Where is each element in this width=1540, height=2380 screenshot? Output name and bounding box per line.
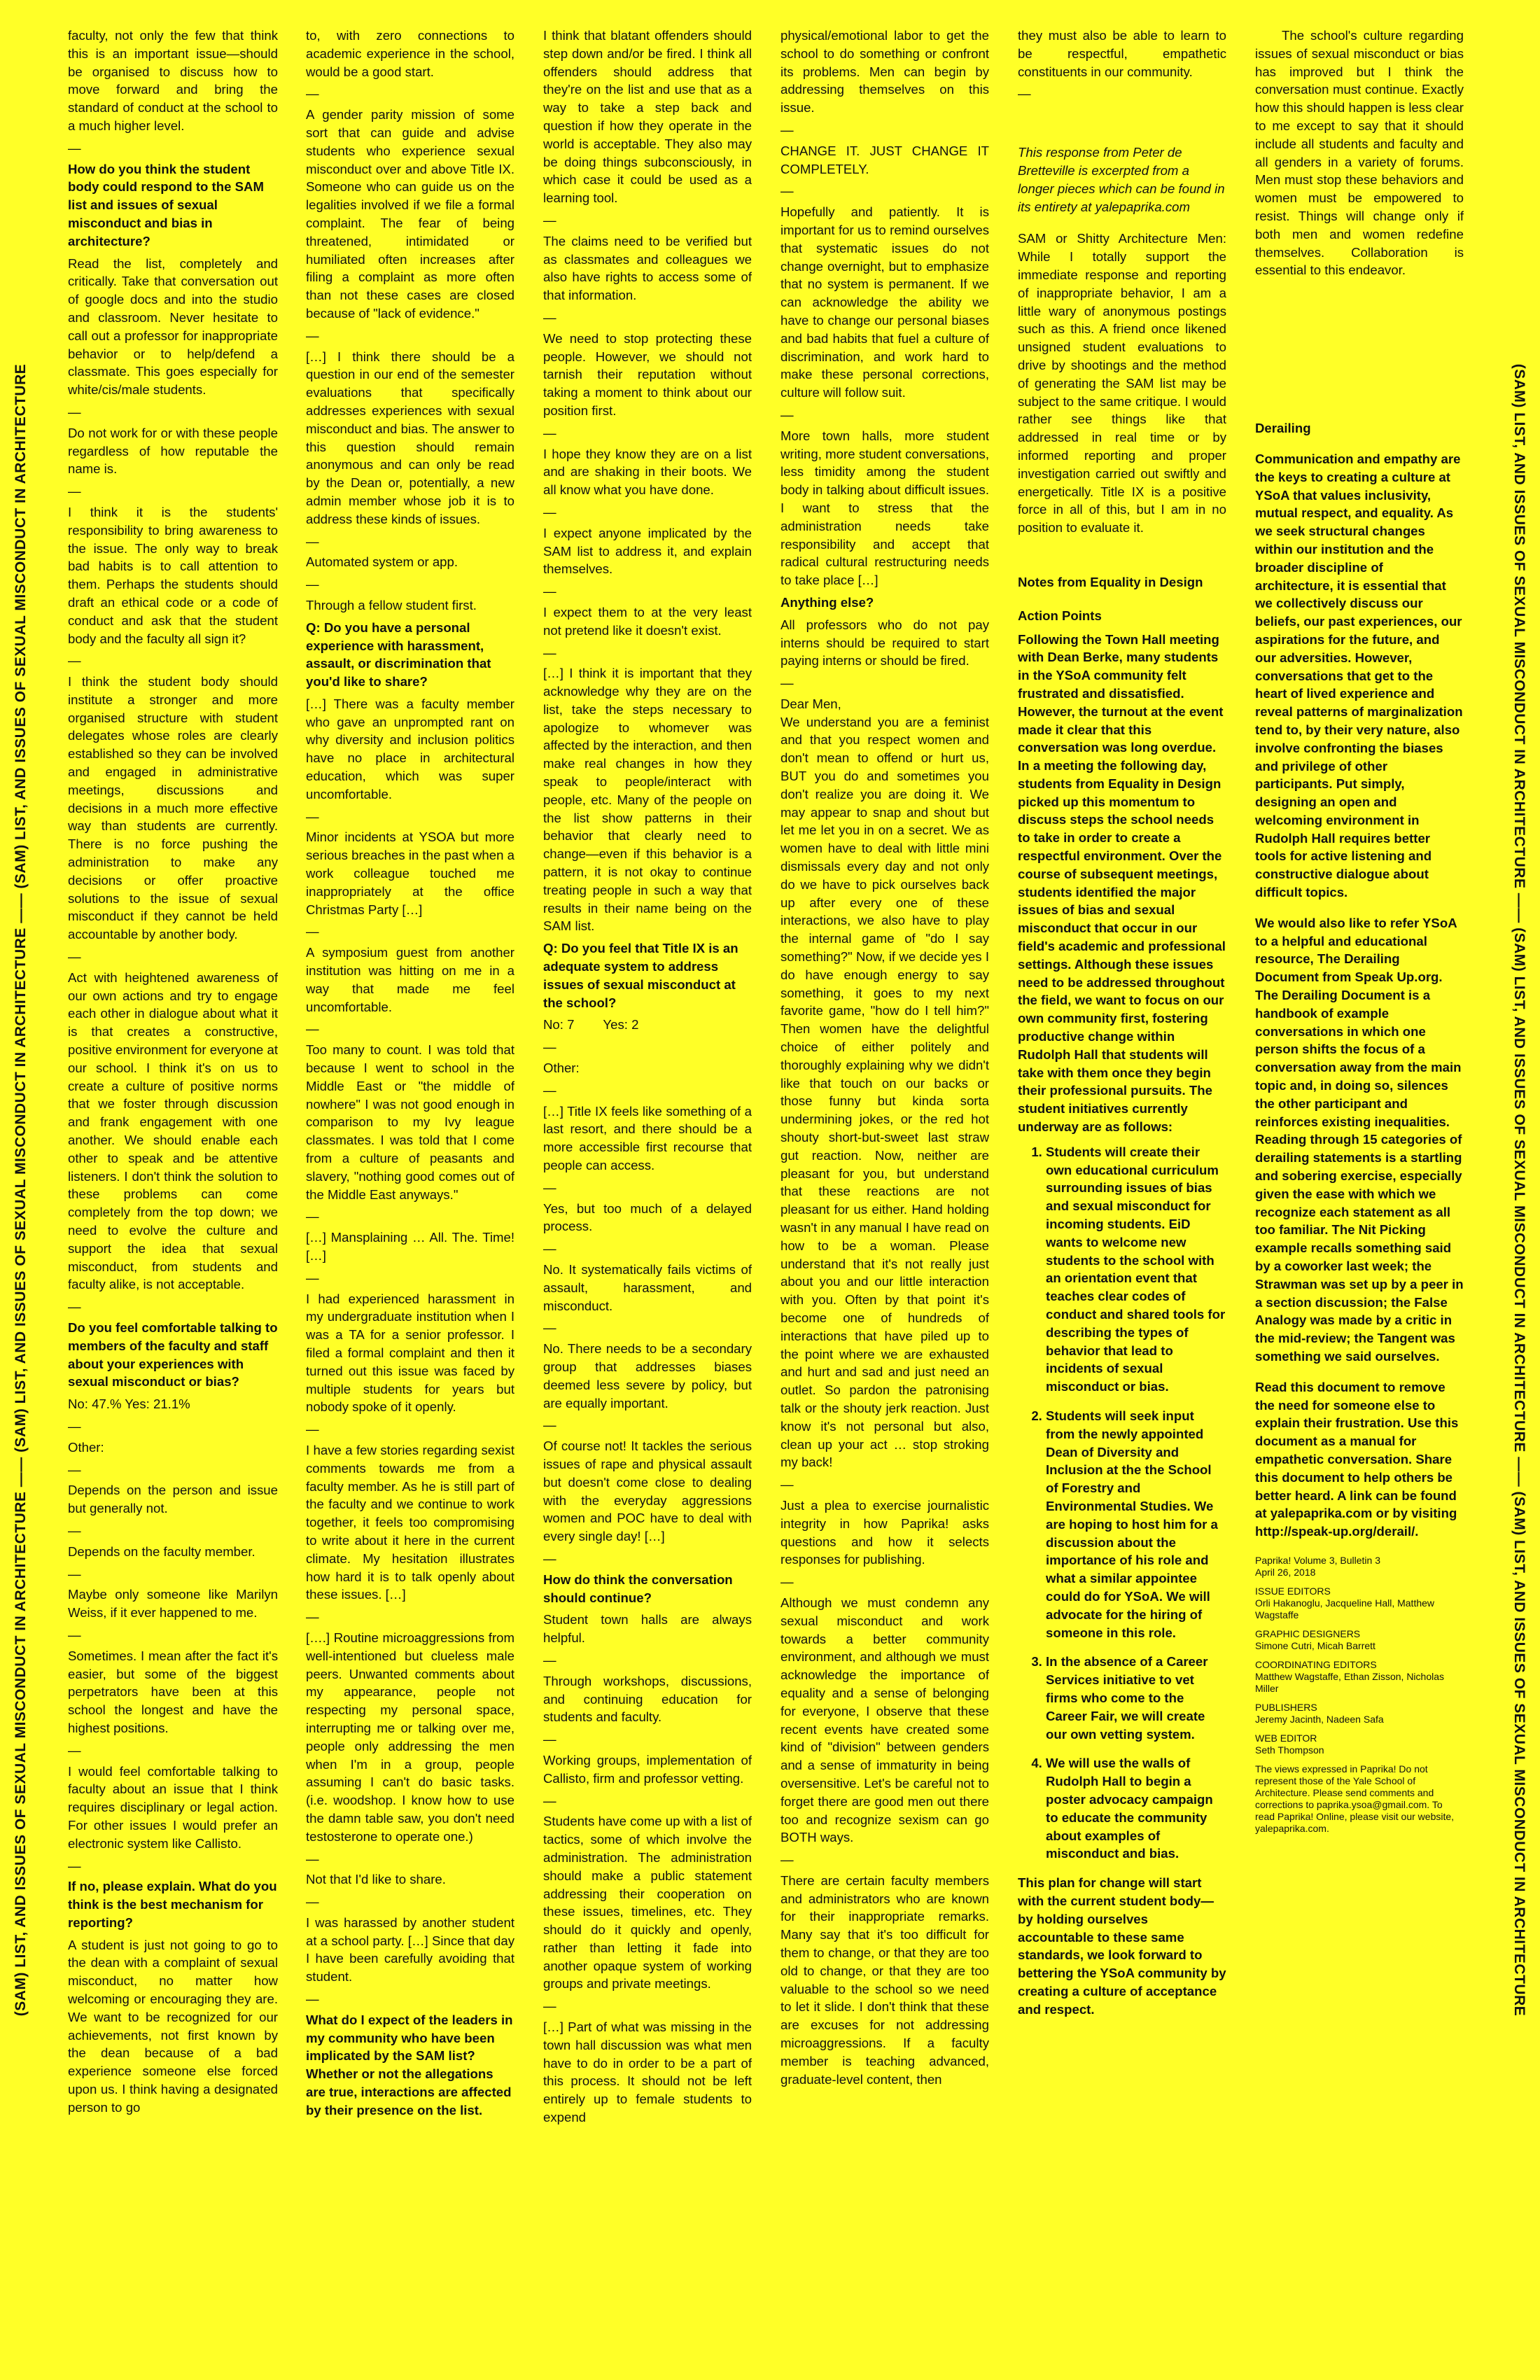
issue-date: April 26, 2018 [1255,1566,1316,1578]
paragraph: I hope they know they are on a list and are shaking in their boots. We all know what you have done. [543,446,752,498]
paragraph: to, with zero connections to academic experience in the school, would be a good start. [306,28,514,79]
column-6 [1255,27,1464,2365]
separator: — [543,645,556,660]
separator: — [543,1998,556,2014]
paragraph: […] Title IX feels like something of a last resort, and there should be a more accessible first recourse that people can access. [543,1103,752,1173]
paragraph: We would also like to refer YSoA to a helpful and educational resource, The Derailing Document from Speak Up.org. The Derailing Document is a handbook of example conversations in which one person shifts the focus of a conversation away from the main topic and, in doing so, silences the other participant and reinforces existing inequalities. Reading through 15 categories of derailing statements is a startling and sobering exercise, especially given the ease with which we recognize each statement as all too familiar. The Nit Picking example recalls something said by a coworker last week; the Strawman was set up by a peer in a section discussion; the False Analogy was made by a critic in the mid-review; the Tangent was something we said ourselves. [1255,915,1464,1364]
paragraph: Yes, but too much of a delayed process. [543,1200,752,1234]
italic-note: This response from Peter de Bretteville is excerpted from a longer pieces which can be found in its entirety at yalepaprika.com [1018,145,1225,214]
paragraph: More town halls, more student writing, more student conversations, less timidity among the student body in talking about difficult issues. I want to stress that the administration needs take responsibility and accept that radical cultural restructuring needs to take place […] [780,428,989,588]
separator: — [68,1858,81,1873]
section-heading: Notes from Equality in Design [1018,574,1203,589]
paragraph: I was harassed by another student at a school party. […] Since that day I have been carefully avoiding that student. [306,1914,514,1984]
separator: — [780,676,794,691]
separator: — [543,1550,556,1566]
paragraph: A gender parity mission of some sort that can guide and advise students who experience sexual misconduct over and above Title IX. Someone who can guide us on the legalities involved if we file a formal complaint. The fear of being threatened, intimidated or humiliated often increases after filing a complaint as more often than not these cases are closed because of "lack of evidence." [306,107,514,321]
paragraph: SAM or Shitty Architecture Men: While I totally support the immediate response and reporting of inappropriate behavior, I am a little wary of anonymous postings such as this. A friend once likened unsigned student evaluations to drive by shootings and the method of generating the SAM list may be subject to the same critique. I would rather see things like that addressed in real time or by informed reporting and proper investigation carried out swiftly and energetically. Title IX is a positive force in all of this, but I am in no position to evaluate it. [1018,231,1226,536]
paragraph: [….] Routine microaggressions from well-intentioned but clueless male peers. Unwanted comments about my appearance, people not respecting my personal space, interrupting me or talking over me, people only addressing the men when I'm in a group, people assuming I can't do basic tasks. (i.e. woodshop. I know how to use the damn table saw, you don't need testosterone to operate one.) [306,1630,514,1844]
separator: — [306,533,319,549]
question-heading: Q: Do you have a personal experience with harassment, assault, or discrimination that you'd like to share? [306,620,491,690]
paragraph: Maybe only someone like Marilyn Weiss, if it ever happened to me. [68,1587,278,1620]
side-banner-text: (SAM) LIST, AND ISSUES OF SEXUAL MISCONDUCT IN ARCHITECTURE —— (SAM) LIST, AND ISSUES OF SEXUAL MISCONDUCT IN ARCHITECTURE —— (SAM) LIST, AND ISSUES OF SEXUAL MISCONDUCT IN ARCHITECTURE [1511,363,1527,2017]
separator: — [780,1574,794,1590]
masthead-names: Simone Cutri, Micah Barrett [1255,1639,1376,1651]
disclaimer: The views expressed in Paprika! Do not represent those of the Yale School of Architecture. Please send comments and corrections to paprika.ysoa@gmail.com. To read Paprika! Online, please visit our website, yalepaprika.com. [1255,1763,1455,1834]
other-label: Other: [68,1439,104,1455]
masthead-names: Orli Hakanoglu, Jacqueline Hall, Matthew Wagstaffe [1255,1597,1435,1620]
separator: — [780,183,794,199]
poll-stats: No: 47.% Yes: 21.1% [68,1396,190,1412]
paragraph: Working groups, implementation of Callisto, firm and professor vetting. [543,1752,752,1786]
masthead-names: Jeremy Jacinth, Nadeen Safa [1255,1713,1384,1725]
paragraph: Through workshops, discussions, and continuing education for students and faculty. [543,1673,752,1725]
separator: — [306,1609,319,1625]
masthead-names: Matthew Wagstaffe, Ethan Zisson, Nicholas Miller [1255,1670,1445,1694]
column-1 [68,27,278,2365]
paragraph: Automated system or app. [306,554,458,570]
paragraph: No. There needs to be a secondary group that addresses biases deemed less severe by policy, but are equally important. [543,1341,752,1410]
separator: — [543,1241,556,1256]
column-3 [543,27,752,2365]
separator: — [543,1320,556,1336]
paragraph: physical/emotional labor to get the school to do something or confront its problems. Men can begin by addressing themselves on this issue. [780,28,989,115]
paragraph: […] I think there should be a question in our end of the semester evaluations that specifically addresses experiences with sexual misconduct and bias. The answer to this question should remain anonymous and can only be read by the Dean or, potentially, a new admin member whose job it is to address these kinds of issues. [306,349,514,526]
separator: — [780,1852,794,1868]
paragraph: A student is just not going to go to the dean with a complaint of sexual misconduct, no matter how welcoming or encouraging they are. We want to be recognized for our achievements, not first known by the dean because of a bad experience someone else forced upon us. I think having a designated person to go [68,1937,278,2115]
other-label: Other: [543,1060,580,1076]
paragraph: Just a plea to exercise journalistic integrity in how Paprika! asks questions and how it selects responses for publishing. [780,1497,989,1567]
separator: — [68,484,81,499]
paragraph: Students have come up with a list of tactics, some of which involve the administration. The administration should make a public statement addressing their cooperation on these issues, timelines, etc. They should do it quickly and openly, rather than letting it fade into another opaque system of working groups and private meetings. [543,1814,752,1991]
masthead-heading: COORDINATING EDITORS [1255,1658,1377,1670]
question-heading: How do think the conversation should continue? [543,1572,733,1605]
separator: — [543,212,556,227]
separator: — [1018,86,1031,102]
masthead-names: Seth Thompson [1255,1744,1324,1756]
issue-line: Paprika! Volume 3, Bulletin 3 [1255,1554,1380,1566]
paragraph: I think the student body should institute a stronger and more organised structure with student delegates whose roles are clearly established so they can be involved and engaged in administrative meetings, discussions and decisions in a much more effective way than students are currently. There is no force pushing the administration to make any decisions or offer proactive solutions to the issue of sexual misconduct if they cannot be held accountable by another body. [68,674,278,942]
paragraph: Dear Men, We understand you are a feminist and that you respect women and don't mean to offend or hurt us, BUT you do and sometimes you don't realize you are doing it. We may appear to snap and shout but let me let you in on a secret. We as women have to deal with little mini dismissals every day and not only do we have to pick ourselves back up after every one of these interactions, we also have to play the internal game of "do I say something?" Now, if we decide yes I do have enough energy to say something, it goes to my next favorite game, "how do I tell him?" Then women have the delightful choice of either politely and thoroughly explaining why we didn't like that touch on our backs or those funny but kinda sorta undermining jokes, or the red hot shouty short-but-sweet last straw gut reaction. Now, neither are pleasant for you, but understand that these reactions are not pleasant for us either. Hand holding wasn't in any manual I have read on how to be a woman. Please understand that it's not really just about you and our little interaction with you. Often by that point it's become one of hundreds of interactions that have piled up to the point where we are exhausted and hurt and sad and just need an outlet. So pardon the patronising talk or the shouty jerk reaction. Just know it's not personal but also, clean up your act … stop stroking my back! [780,696,989,1470]
separator: — [543,1040,556,1055]
question-heading: If no, please explain. What do you think is the best mechanism for reporting? [68,1879,277,1930]
separator: — [306,808,319,824]
paragraph: I think it is the students' responsibility to bring awareness to the issue. The only way to break bad habits is to call attention to them. Perhaps the students should draft an ethical code or a code of conduct and ask that the student body and the faculty all sign it? [68,504,278,646]
separator: — [68,404,81,419]
separator: — [306,1422,319,1437]
action-point: 2. Students will seek input from the newly appointed Dean of Diversity and Inclusion at the the School of Forestry and Environmental Studies. We are hoping to host him for a discussion about the importance of his role and what a similar appointee could do for YSoA. We will advocate for the hiring of someone in this role. [1046,1407,1226,1642]
paragraph: I think that blatant offenders should step down and/or be fired. I think all offenders should address that they're on the list and use that as a way to take a step back and question if how they operate in the world is acceptable. They also may be doing things subconsciously, in which case it could be used as a learning tool. [543,28,752,206]
question-heading: Q: Do you feel that Title IX is an adequate system to address issues of sexual misconduct at the school? [543,941,738,1010]
paragraph: We need to stop protecting these people. However, we should not tarnish their reputation without taking a moment to think about our position first. [543,330,752,418]
paragraph: they must also be able to learn to be respectful, empathetic constituents in our community. [1018,28,1226,79]
paragraph: Do not work for or with these people regardless of how reputable the name is. [68,425,278,477]
poll-stats: No: 7 Yes: 2 [543,1017,639,1032]
paragraph: I expect anyone implicated by the SAM list to address it, and explain themselves. [543,525,752,577]
paragraph: Read this document to remove the need for someone else to explain their frustration. Use this document as a manual for empathetic conversation. Share this document to help others be better heard. A link can be found at yalepaprika.com or by visiting http://speak-up.org/derail/. [1255,1379,1459,1539]
separator: — [306,1270,319,1285]
intro-paragraph: Following the Town Hall meeting with Dean Berke, many students in the YSoA community felt frustrated and dissatisfied. However, the turnout at the event made it clear that this conversation was long overdue. In a meeting the following day, students from Equality in Design picked up this momentum to discuss steps the school needs to take in order to create a respectful environment. Over the course of subsequent meetings, students identified the major issues of bias and sexual misconduct that occur in our field's academic and professional settings. Although these issues need to be addressed throughout the field, we want to focus on our own community first, fostering productive change within Rudolph Hall that students will take with them once they begin their professional pursuits. The student initiatives currently underway are as follows: [1018,631,1226,1135]
separator: — [306,1991,319,2007]
paragraph: Act with heightened awareness of our own actions and try to engage each other in dialogue about what it is that creates a constructive, positive environment for everyone at our school. I think it's on us to create a culture of positive norms that we foster through discussion and frank engagement with one another. We should enable each other to speak and be attentive listeners. I don't think the solution to these problems can come completely from the top down; we need to evolve the culture and support the idea that sexual misconduct, from students and faculty alike, is not acceptable. [68,969,278,1292]
separator: — [68,1742,81,1758]
question-heading: Do you feel comfortable talking to members of the faculty and staff about your experiences with sexual misconduct or bias? [68,1320,278,1390]
separator: — [543,1082,556,1098]
action-point: 3. In the absence of a Career Services initiative to vet firms who come to the Career Fair, we will create our own vetting system. [1046,1653,1226,1743]
paragraph: […] I think it is important that they acknowledge why they are on the list, take the steps necessary to apologize to whomever was affected by the interaction, and then make real changes in how they speak to people/interact with people, etc. Many of the people on the list show patterns in their behavior that clearly need to change—even if this behavior is a pattern, it is not okay to continue treating people in such a way that results in their name being on the SAM list. [543,666,752,934]
separator: — [68,1566,81,1581]
masthead-heading: ISSUE EDITORS [1255,1585,1331,1597]
question-heading: Anything else? [780,594,874,610]
separator: — [543,504,556,519]
paragraph: I expect them to at the very least not pretend like it doesn't exist. [543,604,752,638]
separator: — [543,1180,556,1195]
masthead-heading: PUBLISHERS [1255,1701,1317,1713]
paragraph: There are certain faculty members and administrators who are known for their inappropriate remarks. Many say that it's too difficult for them to change, or that they are too old to change, or that they are too valuable to the school so we need to let it slide. I don't think that these are excuses for not addressing microaggressions. If a faculty member is teaching advanced, graduate-level content, then [780,1872,989,2087]
separator: — [543,309,556,325]
separator: — [68,949,81,965]
paragraph: All professors who do not pay interns should be required to start paying interns or should be fired. [780,617,989,668]
question-heading: What do I expect of the leaders in my community who have been implicated by the SAM list? Whether or not the allegations are true, interactions are affected by their presence on the list. [306,2012,513,2118]
column-2 [306,27,514,2365]
separator: — [68,653,81,668]
subsection-heading: Action Points [1018,608,1102,623]
separator: — [306,1894,319,1910]
paragraph: Sometimes. I mean after the fact it's easier, but some of the biggest perpetrators have been at this school the longest and have the highest positions. [68,1648,278,1735]
separator: — [306,1209,319,1224]
paragraph: Too many to count. I was told that because I went to school in the Middle East or "the middle of nowhere" I was not good enough in comparison to my Ivy league classmates. I was told that I come from a culture of peasants and slavery, "nothing good comes out of the Middle East anyways." [306,1042,514,1202]
separator: — [543,1418,556,1433]
paragraph: Depends on the faculty member. [68,1544,255,1559]
paragraph: The school's culture regarding issues of sexual misconduct or bias has improved but I think the conversation must continue. Exactly how this should happen is less clear to me except to say that it should include all students and faculty and all genders in a variety of forums. Men must stop these behaviors and women must be empowered to resist. Things will change only if both men and women redefine themselves. Collaboration is essential to this endeavor. [1255,28,1464,278]
right-side-banner [1498,0,1540,2380]
paragraph: No. It systematically fails victims of assault, harassment, and misconduct. [543,1262,752,1313]
paragraph: Communication and empathy are the keys to creating a culture at YSoA that values inclusivity, mutual respect, and equality. As we seek structural changes within our institution and the broader discipline of architecture, it is essential that we collectively discuss our beliefs, our past experiences, our aspirations for the future, and our adversities. However, conversations that get to the heart of lived experience and reveal patterns of marginalization tend to, by their very nature, also involve confronting the biases and privilege of other participants. Put simply, designing an open and welcoming environment in Rudolph Hall requires better tools for active listening and constructive dialogue about difficult topics. [1255,451,1463,900]
paragraph: […] Mansplaining … All. The. Time! […] [306,1230,514,1263]
separator: — [306,1021,319,1037]
separator: — [68,1627,81,1642]
column-5 [1018,27,1226,2365]
side-banner-text: (SAM) LIST, AND ISSUES OF SEXUAL MISCONDUCT IN ARCHITECTURE —— (SAM) LIST, AND ISSUES OF SEXUAL MISCONDUCT IN ARCHITECTURE —— (SAM) LIST, AND ISSUES OF SEXUAL MISCONDUCT IN ARCHITECTURE [13,363,29,2017]
separator: — [780,1477,794,1492]
separator: — [68,1299,81,1315]
paragraph: Read the list, completely and critically. Take that conversation out of google docs and into the studio and classroom. Never hesitate to call out a professor for inappropriate behavior or to help/defend a classmate. This goes especially for white/cis/male students. [68,255,278,398]
question-heading: How do you think the student body could respond to the SAM list and issues of sexual misconduct and bias in architecture? [68,161,264,248]
paragraph: Although we must condemn any sexual misconduct and work towards a better community environment, and although we must acknowledge the importance of equality and a sense of belonging for everyone, I observe that these recent events have created some kind of "division" between genders and a sense of immaturity in being oversensitive. Let's be careful not to forget there are good men out there too and recognize sexism can go BOTH ways. [780,1595,989,1845]
column-4 [780,27,989,2365]
closing-paragraph: This plan for change will start with the current student body—by holding ourselves accountable to these same standards, we look forward to bettering the YSoA community by creating a culture of acceptance and respect. [1018,1875,1226,2017]
separator: — [68,140,81,155]
paragraph: I have a few stories regarding sexist comments towards me from a faculty member. As he is still part of the faculty and we continue to work together, it feels too compromising to write about it here in the current climate. My hesitation illustrates how hard it is to talk openly about these issues. […] [306,1442,514,1602]
separator: — [780,407,794,422]
paragraph: I would feel comfortable talking to faculty about an issue that I think requires disciplinary or legal action. For other issues I would prefer an electronic system like Callisto. [68,1763,278,1851]
paragraph: The claims need to be verified but as classmates and colleagues we also have rights to access some of that information. [543,233,752,303]
paragraph: Hopefully and patiently. It is important for us to remind ourselves that systematic issues do not change overnight, but to emphasize that no system is permanent. If we can acknowledge the ability we have to change our personal biases and bad habits that fuel a culture of discrimination, and work hard to make these personal corrections, culture will follow suit. [780,204,989,400]
masthead-heading: WEB EDITOR [1255,1732,1317,1744]
separator: — [543,1652,556,1667]
separator: — [306,328,319,343]
paragraph: Through a fellow student first. [306,597,477,612]
masthead-heading: GRAPHIC DESIGNERS [1255,1628,1361,1639]
paragraph: Depends on the person and issue but generally not. [68,1483,278,1516]
paragraph: I had experienced harassment in my undergraduate institution when I was a TA for a senior professor. I filed a formal complaint and then it turned out this issue was faced by multiple students for years but nobody spoke of it openly. [306,1291,514,1415]
subsection-heading: Derailing [1255,421,1311,436]
separator: — [306,86,319,102]
separator: — [543,1732,556,1747]
paragraph: […] There was a faculty member who gave an unprompted rant on why diversity and inclusion politics have no place in architectural education, which was super uncomfortable. [306,696,514,802]
action-point: 4. We will use the walls of Rudolph Hall to begin a poster advocacy campaign to educate the community about examples of misconduct and bias. [1046,1754,1226,1863]
action-points-list [1018,1143,1226,1863]
separator: — [68,1418,81,1434]
separator: — [543,1793,556,1808]
separator: — [68,1522,81,1538]
paragraph: […] Part of what was missing in the town hall discussion was what men have to do in order to be a part of this process. It should not be left entirely up to female students to expend [543,2019,752,2125]
paragraph: A symposium guest from another institution was hitting on me in a way that made me feel uncomfortable. [306,945,514,1014]
separator: — [543,584,556,599]
left-side-banner [0,0,42,2380]
action-point: 1. Students will create their own educational curriculum surrounding issues of bias and sexual misconduct for incoming students. EiD wants to welcome new students to the school with an orientation event that teaches clear codes of conduct and shared tools for describing the types of behavior that lead to incidents of sexual misconduct or bias. [1046,1143,1226,1396]
separator: — [306,577,319,592]
separator: — [68,1462,81,1477]
paragraph: faculty, not only the few that think this is an important issue—should be organised to discuss how to move forward and bring the standard of conduct at the school to a much higher level. [68,28,278,133]
paragraph: Minor incidents at YSOA but more serious breaches in the past when a work colleague touched me inappropriately at the office Christmas Party […] [306,830,514,917]
paragraph: Not that I'd like to share. [306,1872,446,1887]
masthead [1255,1555,1464,1835]
separator: — [306,924,319,939]
separator: — [306,1851,319,1866]
paragraph: Student town halls are always helpful. [543,1612,752,1646]
separator: — [780,122,794,137]
separator: — [543,425,556,440]
paragraph: Of course not! It tackles the serious issues of rape and physical assault but doesn't come close to dealing with the everyday aggressions women and POC have to deal with every single day! […] [543,1438,752,1544]
paragraph: CHANGE IT. JUST CHANGE IT COMPLETELY. [780,143,989,176]
